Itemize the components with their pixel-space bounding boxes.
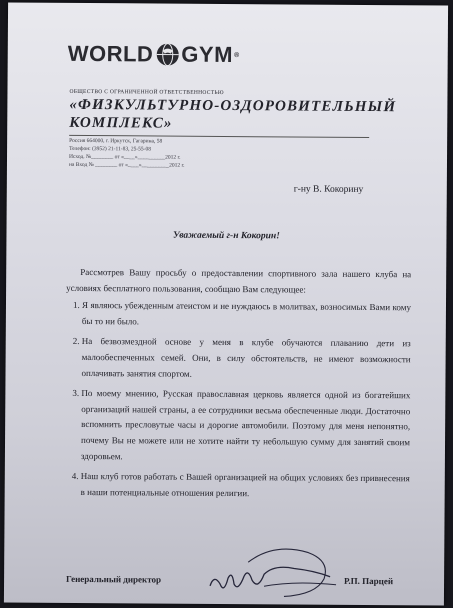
- logo-word-world: WORLD: [68, 41, 154, 68]
- org-legal-form: ОБЩЕСТВО С ОГРАНИЧЕННОЙ ОТВЕТСТВЕННОСТЬЮ: [69, 89, 223, 96]
- letter-body: [65, 265, 412, 508]
- signatory-name: Р.П. Парцей: [344, 576, 393, 586]
- list-item: 1. Я являюсь убежденным атеистом и не нуждаюсь в молитвах, возносимых Вами кому бы то ни было.: [82, 298, 411, 331]
- list-item: 3. По моему мнению, Русская православная церковь является одной из богатейших организаций нашей страны, а ее сотрудники весьма обеспеченные люди. Достаточно вспомнить пресловутые часы и дорогие автомобили. Поэтому для меня непонятно, почему Вы не можете или не хотите найти ту небольшую сумму для занятий своим здоровьем.: [81, 386, 411, 466]
- list-item: 4. Наш клуб готов работать с Вашей организацией на общих условиях без привнесения в наши потенциальные отношения религии.: [81, 469, 410, 502]
- world-gym-logo: [68, 41, 240, 68]
- outgoing-reference: Исход. №________ от «____»__________2012 г.: [69, 154, 181, 161]
- org-address: Россия 664000, г. Иркутск, Гагарина, 58: [69, 138, 162, 145]
- handwritten-signature: [204, 534, 344, 607]
- letter-page: [4, 2, 448, 605]
- trademark-mark: ®: [234, 52, 240, 59]
- addressee: г-ну В. Кокорину: [294, 184, 364, 194]
- org-phone: Телефон: (3952) 21-11-83, 25-55-08: [69, 146, 151, 153]
- incoming-reference: на Вход № ________ от «____»__________2012 г.: [69, 162, 185, 169]
- greeting: Уважаемый г-н Кокорин!: [6, 229, 446, 242]
- globe-icon: [155, 43, 179, 67]
- intro-paragraph: Рассмотрев Вашу просьбу о предоставлении спортивного зала нашего клуба на условиях бесплатного пользования, сообщаю Вам следующее:: [66, 265, 411, 299]
- logo-word-gym: GYM: [181, 42, 233, 68]
- org-name: «ФИЗКУЛЬТУРНО-ОЗДОРОВИТЕЛЬНЫЙ КОМПЛЕКС»: [69, 96, 399, 134]
- list-item: 2. На безвозмездной основе у меня в клубе обучаются плаванию дети из малообеспеченных семей. Они, в силу обстоятельств, не имеют возможности оплачивать занятия спортом.: [81, 334, 410, 383]
- signatory-title: Генеральный директор: [66, 574, 161, 585]
- points-list: [65, 298, 411, 503]
